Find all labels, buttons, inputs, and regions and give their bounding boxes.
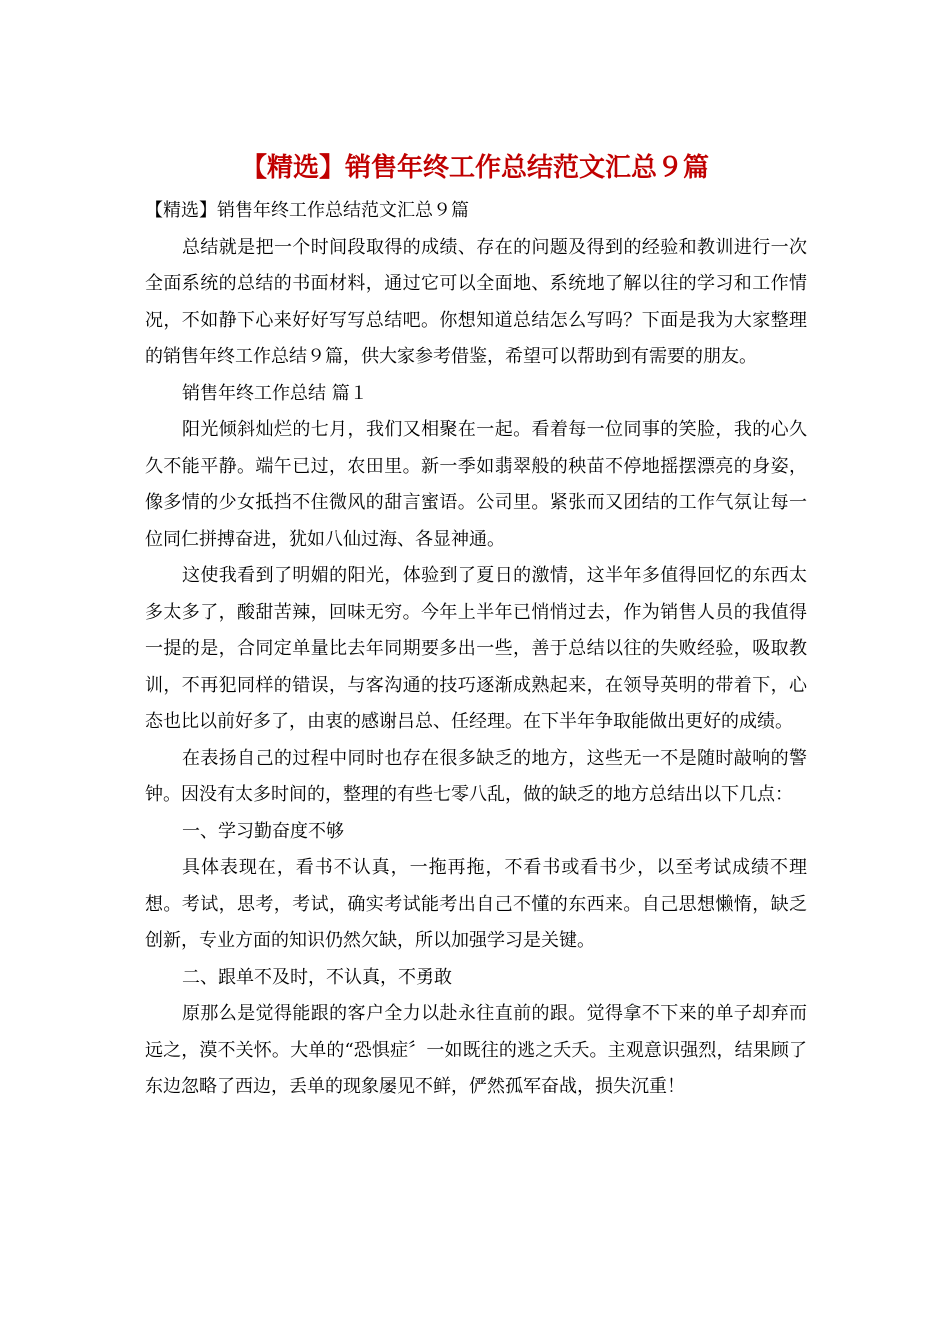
intro-paragraph: 总结就是把一个时间段取得的成绩、存在的问题及得到的经验和教训进行一次全面系统的总结的书面材料，通过它可以全面地、系统地了解以往的学习和工作情况，不如静下心来好好写写总结吧。你想知道总结怎么写吗？下面是我为大家整理的销售年终工作总结９篇，供大家参考借鉴，希望可以帮助到有需要的朋友。	[145, 236, 807, 367]
subtitle-paragraph: 【精选】销售年终工作总结范文汇总９篇	[145, 200, 469, 221]
document-body	[145, 193, 807, 1106]
section-heading: 销售年终工作总结 篇１	[182, 382, 368, 404]
body-paragraph: 阳光倾斜灿烂的七月，我们又相聚在一起。看着每一位同事的笑脸，我的心久久不能平静。端午已过，农田里。新一季如翡翠般的秧苗不停地摇摆漂亮的身姿，像多情的少女抵挡不住微风的甜言蜜语。公司里。紧张而又团结的工作气氛让每一位同仁拼搏奋进，犹如八仙过海、各显神通。	[145, 419, 807, 550]
body-paragraph: 这使我看到了明媚的阳光，体验到了夏日的激情，这半年多值得回忆的东西太多太多了，酸甜苦辣，回味无穷。今年上半年已悄悄过去，作为销售人员的我值得一提的是，合同定单量比去年同期要多出一些，善于总结以往的失败经验，吸取教训，不再犯同样的错误，与客沟通的技巧逐渐成熟起来，在领导英明的带着下，心态也比以前好多了，由衷的感谢吕总、任经理。在下半年争取能做出更好的成绩。	[145, 565, 807, 732]
body-paragraph: 具体表现在，看书不认真，一拖再拖，不看书或看书少，以至考试成绩不理想。考试，思考，考试，确实考试能考出自己不懂的东西来。自己思想懒惰，缺乏创新，专业方面的知识仍然欠缺，所以加强学习是关键。	[145, 857, 807, 951]
point-heading: 二、跟单不及时，不认真，不勇敢	[182, 966, 452, 988]
document-title: 【精选】销售年终工作总结范文汇总９篇	[240, 153, 709, 183]
point-heading: 一、学习勤奋度不够	[182, 820, 344, 842]
body-paragraph: 原那么是觉得能跟的客户全力以赴永往直前的跟。觉得拿不下来的单子却弃而远之，漠不关怀。大单的“恐惧症〞一如既往的逃之夭夭。主观意识强烈，结果顾了东边忽略了西边，丢单的现象屡见不鲜，俨然孤军奋战，损失沉重！	[145, 1003, 807, 1097]
body-paragraph: 在表扬自己的过程中同时也存在很多缺乏的地方，这些无一不是随时敲响的警钟。因没有太多时间的，整理的有些七零八乱，做的缺乏的地方总结出以下几点：	[145, 747, 807, 805]
